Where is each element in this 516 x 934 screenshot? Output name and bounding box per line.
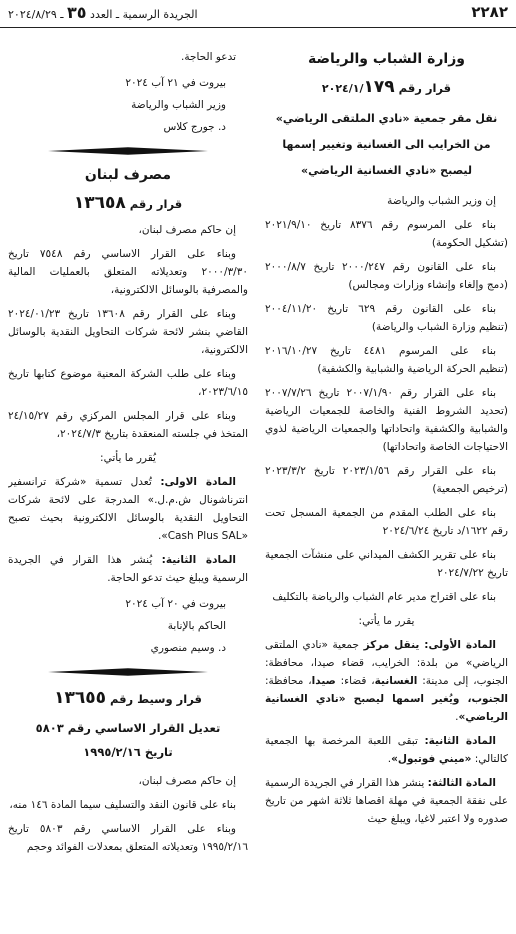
- intermediate-decision-number: [8, 685, 248, 712]
- article-label: المادة الاولى:: [160, 476, 236, 488]
- recital-note: (دمج وإلغاء وإنشاء وزارات ومجالس): [348, 279, 508, 291]
- article-text-bold: الغسانية: [374, 675, 418, 687]
- article-3: [265, 774, 508, 828]
- recital: بناء على الطلب المقدم من الجمعية المسجل تحت رقم ١٦٢٢/د تاريخ ٢٠٢٤/٦/٢٤: [265, 507, 508, 537]
- ministry-decision-number: [265, 74, 508, 102]
- recital-text: بناء على القانون رقم ٦٢٩ تاريخ ٢٠٠٤/١١/٢٠: [265, 303, 496, 315]
- subject-line: نقل مقر جمعية «نادي الملتقى الرياضي»: [275, 112, 498, 125]
- decision-date-suffix: ٢٠٢٤/١/: [321, 82, 364, 95]
- article-text: تبقى اللعبة المرخصة بها الجمعية كالتالي:: [265, 735, 508, 765]
- decision-number: ١٣٦٥٨: [73, 193, 126, 213]
- bank-signature: [8, 593, 248, 659]
- article-label: المادة الثانية:: [424, 735, 496, 747]
- recital: [265, 300, 508, 336]
- page-number: ٢٢٨٢: [471, 3, 508, 21]
- article-continuation: تدعو الحاجة.: [180, 51, 236, 63]
- decision-number: ١٧٩: [363, 77, 395, 97]
- ministry-title: وزارة الشباب والرياضة: [308, 51, 465, 67]
- article-text-bold: «ميني فوتبول»: [391, 753, 472, 765]
- signature-place-date: بيروت في ٢٠ آب ٢٠٢٤: [125, 598, 226, 610]
- decision-label: قرار رقم: [398, 81, 452, 95]
- bank-decision-number: [8, 190, 248, 217]
- article-text: ، قضاء:: [335, 675, 375, 687]
- issue-number: ٣٥: [67, 3, 87, 22]
- recital-text: بناء على المرسوم ٤٤٨١ تاريخ ٢٠١٦/١٠/٢٧: [265, 345, 497, 357]
- article-1: [265, 636, 508, 726]
- gazette-header: [8, 4, 198, 24]
- article-text: .: [387, 753, 392, 765]
- article-text: تُعدل تسمية «شركة ترانسفير انترناشونال ش.م.ل.» المدرجة على لائحة شركات التحاويل النقدية بالوسائل الالكترونية بحيث تصبح «Cash Plus SAL».: [8, 476, 248, 542]
- article-text: يُنشر هذا القرار في الجريدة الرسمية ويبلغ حيث تدعو الحاجة.: [8, 554, 248, 584]
- decision-label: قرار وسيط رقم: [110, 692, 202, 706]
- recital: وبناء على طلب الشركة المعنية موضوع كتابها تاريخ ٢٠٢٣/٦/١٥،: [8, 368, 248, 398]
- recital-text: بناء على القانون رقم ٢٠٠٠/٢٤٧ تاريخ ٢٠٠٠/٨/٧: [265, 261, 496, 273]
- article-label: المادة الثانية:: [161, 554, 236, 566]
- preamble: إن حاكم مصرف لبنان،: [138, 224, 236, 236]
- gazette-title: الجريدة الرسمية ـ العدد: [90, 8, 198, 21]
- article-label: المادة الثالثة:: [427, 777, 496, 789]
- recital: بناء على القرار رقم ٢٠٠٧/١/٩٠ تاريخ ٢٠٠٧/٧/٢٦ (تحديد الشروط الفنية والخاصة للجمعيات الرياضية والشبابية والكشفية واتحاداتها والجمعيات الرياضية لذوي الاحتياجات الخاصة واتحاداتها): [265, 387, 508, 453]
- article-label: المادة الأولى:: [424, 639, 496, 651]
- recital: وبناء على القرار رقم ١٣٦٠٨ تاريخ ٢٠٢٤/٠١/٢٣ القاضي بنشر لائحة شركات التحاويل النقدية بالوسائل الالكترونية،: [8, 308, 248, 356]
- article-text-bold: الجنوب، ويُغير اسمها ليصبح «نادي الغسانية الرياضي»: [265, 693, 508, 723]
- issue-date: ـ ٢٠٢٤/٨/٢٩: [8, 8, 64, 21]
- left-column: [8, 36, 248, 928]
- recital: [265, 342, 508, 378]
- signature-place-date: بيروت في ٢١ آب ٢٠٢٤: [125, 77, 226, 89]
- article-2: [265, 732, 508, 768]
- recital-note: (تنظيم وزارة الشباب والرياضة): [371, 321, 508, 333]
- preamble: إن وزير الشباب والرياضة: [387, 195, 496, 207]
- ministry-signature: [8, 72, 248, 138]
- decides-heading: يُقرر ما يأتي:: [100, 452, 156, 464]
- article-1: [8, 473, 248, 545]
- recital: [265, 216, 508, 252]
- recital: وبناء على القرار الاساسي رقم ٧٥٤٨ تاريخ ٢٠٠٠/٣/٣٠ وتعديلاته المتعلق بالعمليات المالية والمصرفية بالوسائل الالكترونية،: [8, 248, 248, 296]
- subject-line: من الخرايب الى الغسانية وتغيير إسمها: [282, 138, 491, 151]
- article-text-bold: ينقل مركز: [363, 639, 425, 651]
- section-divider: [48, 146, 208, 156]
- decision-label: قرار رقم: [129, 197, 183, 211]
- recital: وبناء على قرار المجلس المركزي رقم ٢٤/١٥/٢٧ المتخذ في جلسته المنعقدة بتاريخ ٢٠٢٤/٧/٣،: [8, 410, 248, 440]
- recital: بناء على القرار رقم ٢٠٢٣/١/٥٦ تاريخ ٢٠٢٣/٣/٢ (ترخيص الجمعية): [265, 465, 508, 495]
- recital: بناء على قانون النقد والتسليف سيما المادة ١٤٦ منه،: [9, 799, 236, 811]
- section-divider: [48, 667, 208, 677]
- page-header: [0, 0, 516, 28]
- recital-note: (تشكيل الحكومة): [431, 237, 508, 249]
- article-text: ، محافظة:: [265, 675, 312, 687]
- recital: وبناء على القرار الاساسي رقم ٥٨٠٣ تاريخ ١٩٩٥/٢/١٦ وتعديلاته المتعلق بمعدلات الفوائد وحجم: [8, 823, 248, 853]
- recital-note: (تنظيم الحركة الرياضية والشبابية والكشفية): [317, 363, 508, 375]
- intermediate-decision-subject: تعديل القرار الاساسي رقم ٥٨٠٣: [35, 721, 221, 735]
- bank-title: مصرف لبنان: [84, 167, 172, 183]
- intermediate-decision-date: تاريخ ١٩٩٥/٢/١٦: [83, 745, 173, 759]
- right-column: [265, 36, 508, 928]
- article-text: .: [455, 711, 459, 723]
- decision-number: ١٣٦٥٥: [54, 688, 106, 708]
- decides-heading: يقرر ما يأتي:: [358, 615, 415, 627]
- recital: بناء على تقرير الكشف الميداني على منشآت الجمعية تاريخ ٢٠٢٤/٧/٢٢: [265, 549, 508, 579]
- signature-title: وزير الشباب والرياضة: [131, 99, 226, 111]
- signature-title: الحاكم بالإنابة: [167, 620, 226, 632]
- recital-text: بناء على المرسوم رقم ٨٣٧٦ تاريخ ٢٠٢١/٩/١٠: [265, 219, 496, 231]
- subject-line: ليصبح «نادي الغسانية الرياضي»: [300, 164, 473, 177]
- article-text-bold: صيدا: [311, 675, 336, 687]
- preamble: إن حاكم مصرف لبنان،: [138, 775, 236, 787]
- decision-subject: [265, 106, 508, 184]
- recital: بناء على اقتراح مدير عام الشباب والرياضة بالتكليف: [272, 591, 496, 603]
- signature-name: د. وسيم منصوري: [150, 642, 226, 654]
- recital: [265, 258, 508, 294]
- article-text: ينشر هذا القرار في الجريدة الرسمية على نفقة الجمعية في مهلة اقصاها ثلاثة اشهر من تاريخ صدوره ولا اعتبر لاغيا، ويبلغ حيث: [265, 777, 508, 825]
- article-text: جمعية «نادي الملتقى الرياضي» من بلدة: الخرايب، قضاء صيدا، محافظة: الجنوب، إلى مدينة:: [265, 639, 508, 687]
- article-2: [8, 551, 248, 587]
- signature-name: د. جورج كلاس: [163, 121, 226, 133]
